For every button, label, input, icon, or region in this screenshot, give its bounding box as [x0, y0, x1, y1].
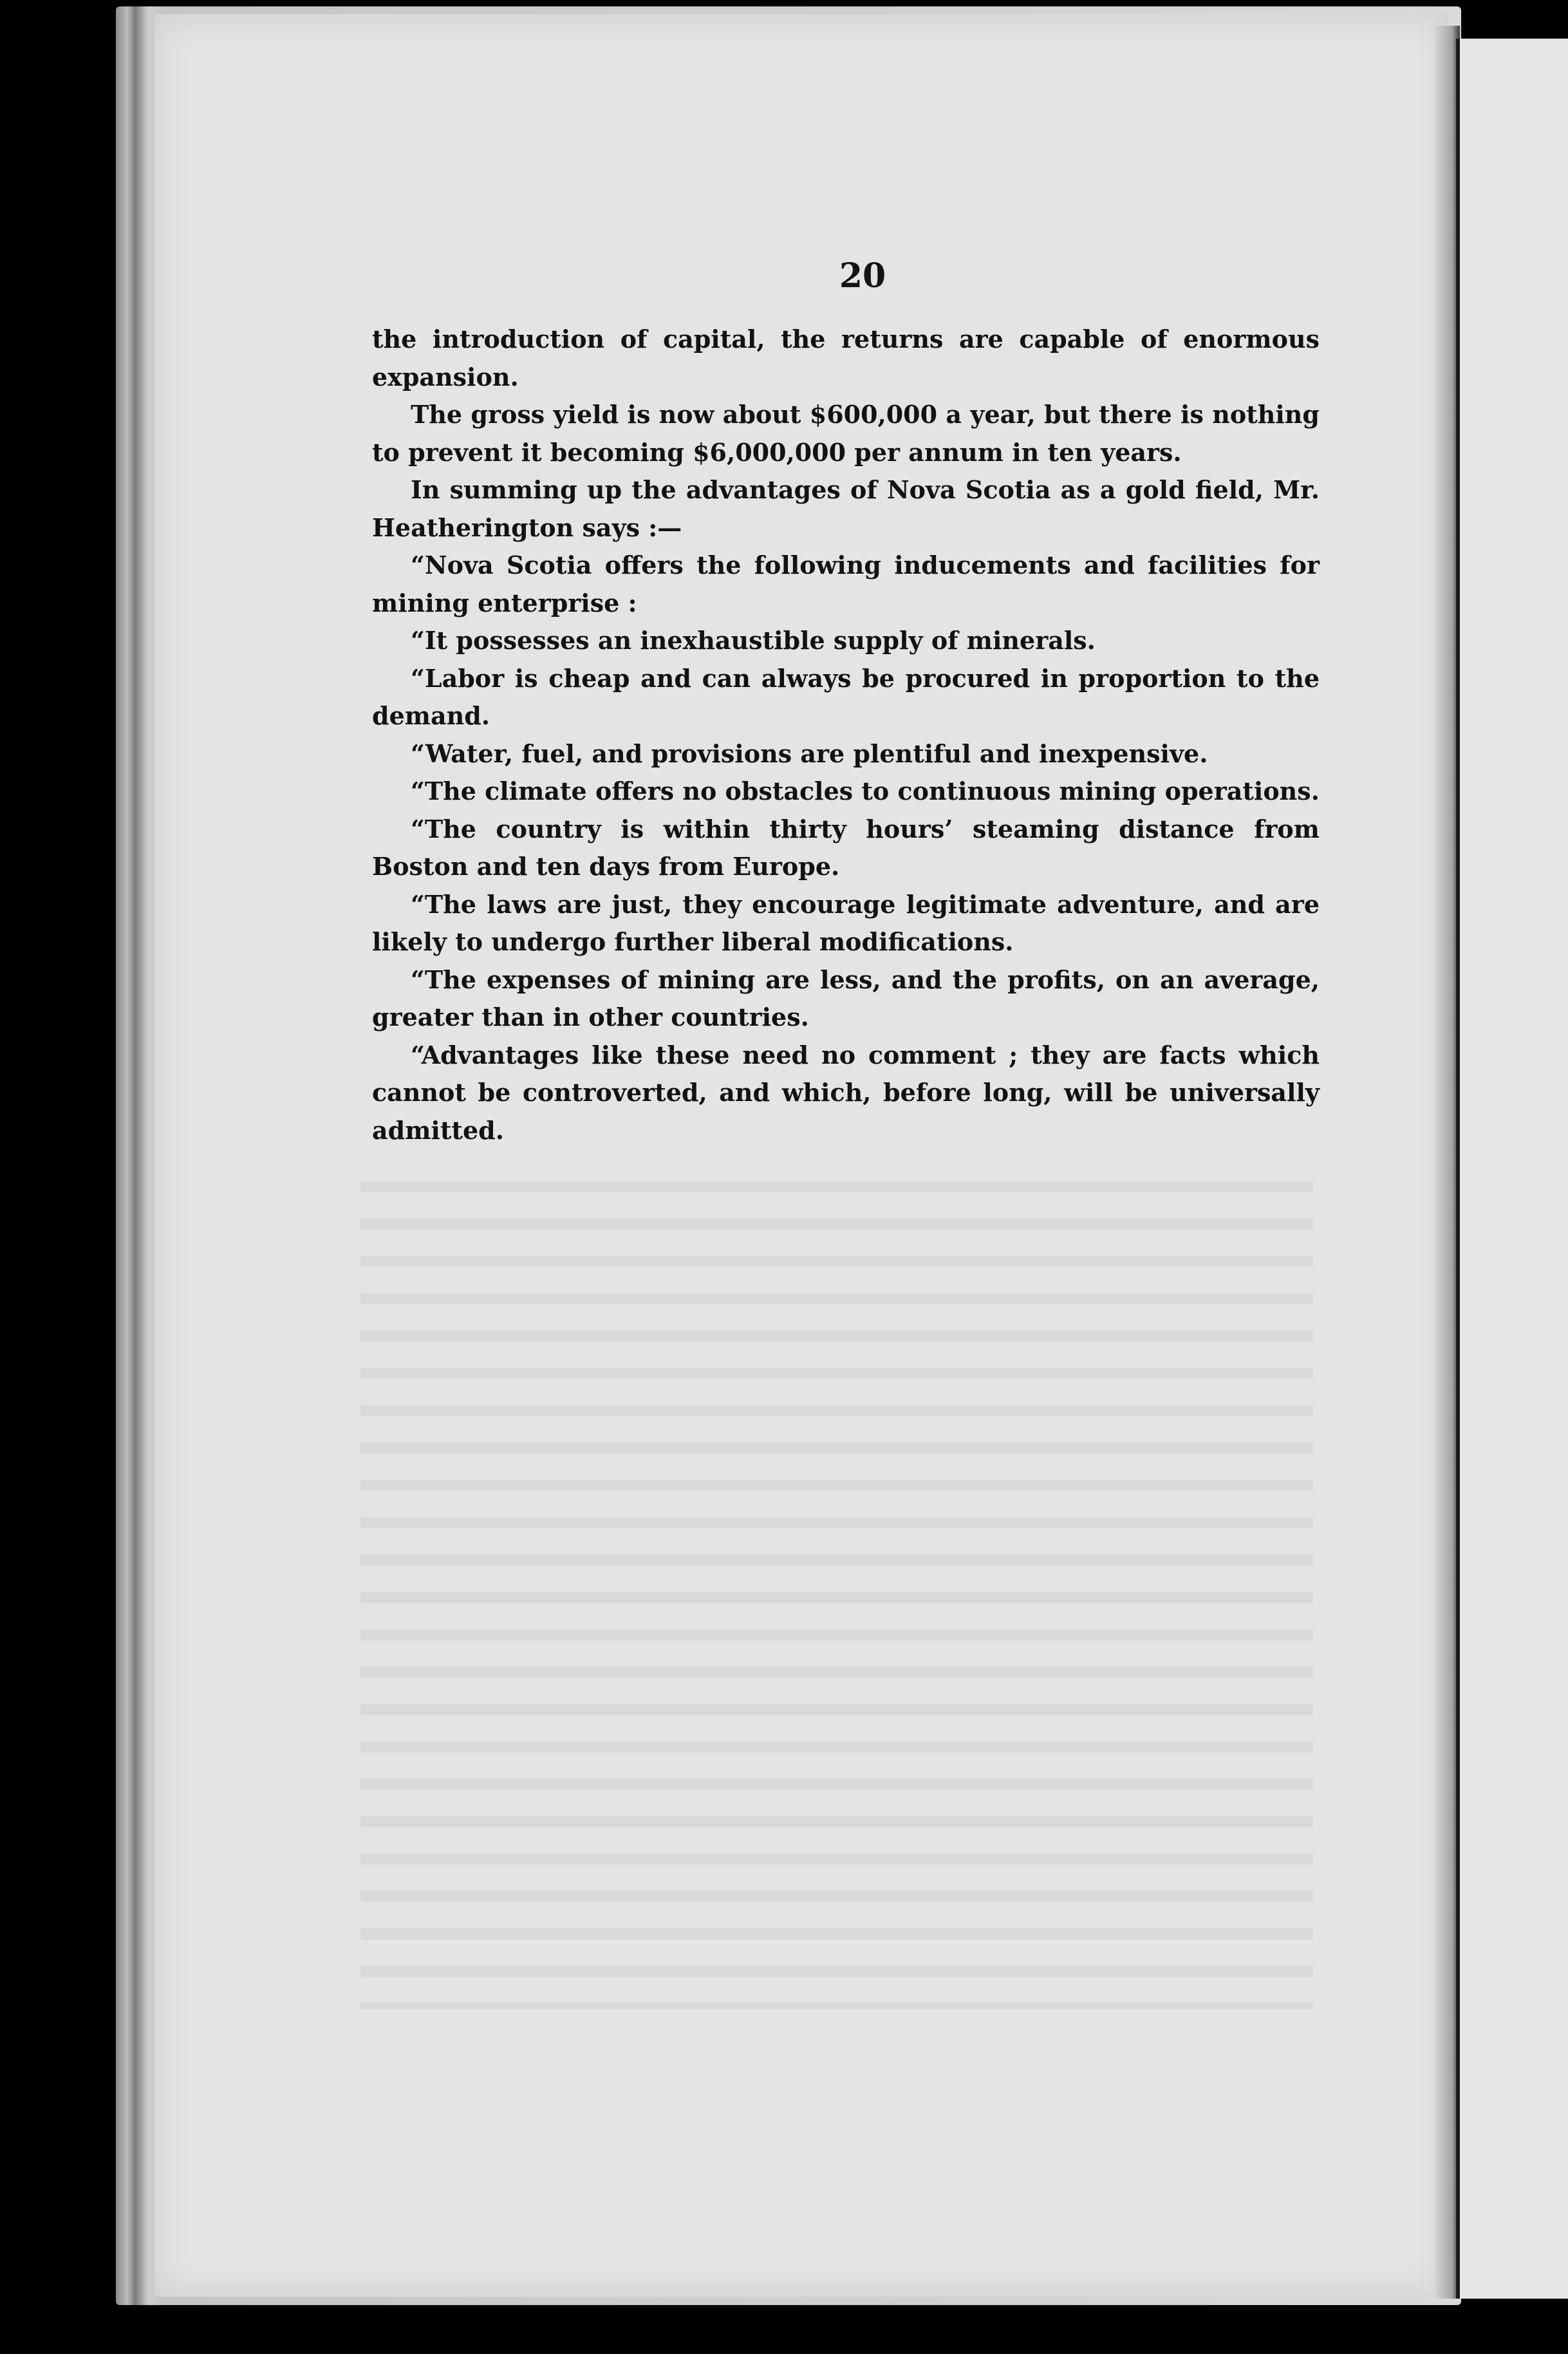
quote-paragraph: “The expenses of mining are less, and the profits, on an average, greater than in other countries. [372, 965, 1320, 1031]
paragraph: The gross yield is now about $600,000 a year, but there is nothing to prevent it becoming $6,000,000 per annum in ten years. [372, 400, 1320, 467]
facing-page-edge [1456, 39, 1568, 2299]
quote-paragraph: “Water, fuel, and provisions are plentiful and inexpensive. [411, 739, 1208, 768]
paragraph: In summing up the advantages of Nova Scotia as a gold field, Mr. Heatherington says :— [372, 475, 1320, 542]
quote-paragraph: “It possesses an inexhaustible supply of minerals. [411, 626, 1096, 655]
body-text [372, 321, 1320, 1149]
quote-paragraph: “Advantages like these need no comment ; they are facts which cannot be controverted, and which, before long, will be universally admitted. [372, 1040, 1320, 1145]
quote-paragraph: “The climate offers no obstacles to continuous mining operations. [411, 777, 1320, 805]
show-through-text [360, 1159, 1313, 2009]
quote-paragraph: “Nova Scotia offers the following inducements and facilities for mining enterprise : [372, 551, 1320, 617]
page-number: 20 [839, 256, 886, 296]
quote-paragraph: “The country is within thirty hours’ steaming distance from Boston and ten days from Europe. [372, 814, 1320, 881]
quote-paragraph: “The laws are just, they encourage legitimate adventure, and are likely to undergo further liberal modifications. [372, 889, 1320, 956]
paragraph: the introduction of capital, the returns are capable of enormous expansion. [372, 325, 1320, 391]
quote-paragraph: “Labor is cheap and can always be procured in proportion to the demand. [372, 663, 1320, 730]
